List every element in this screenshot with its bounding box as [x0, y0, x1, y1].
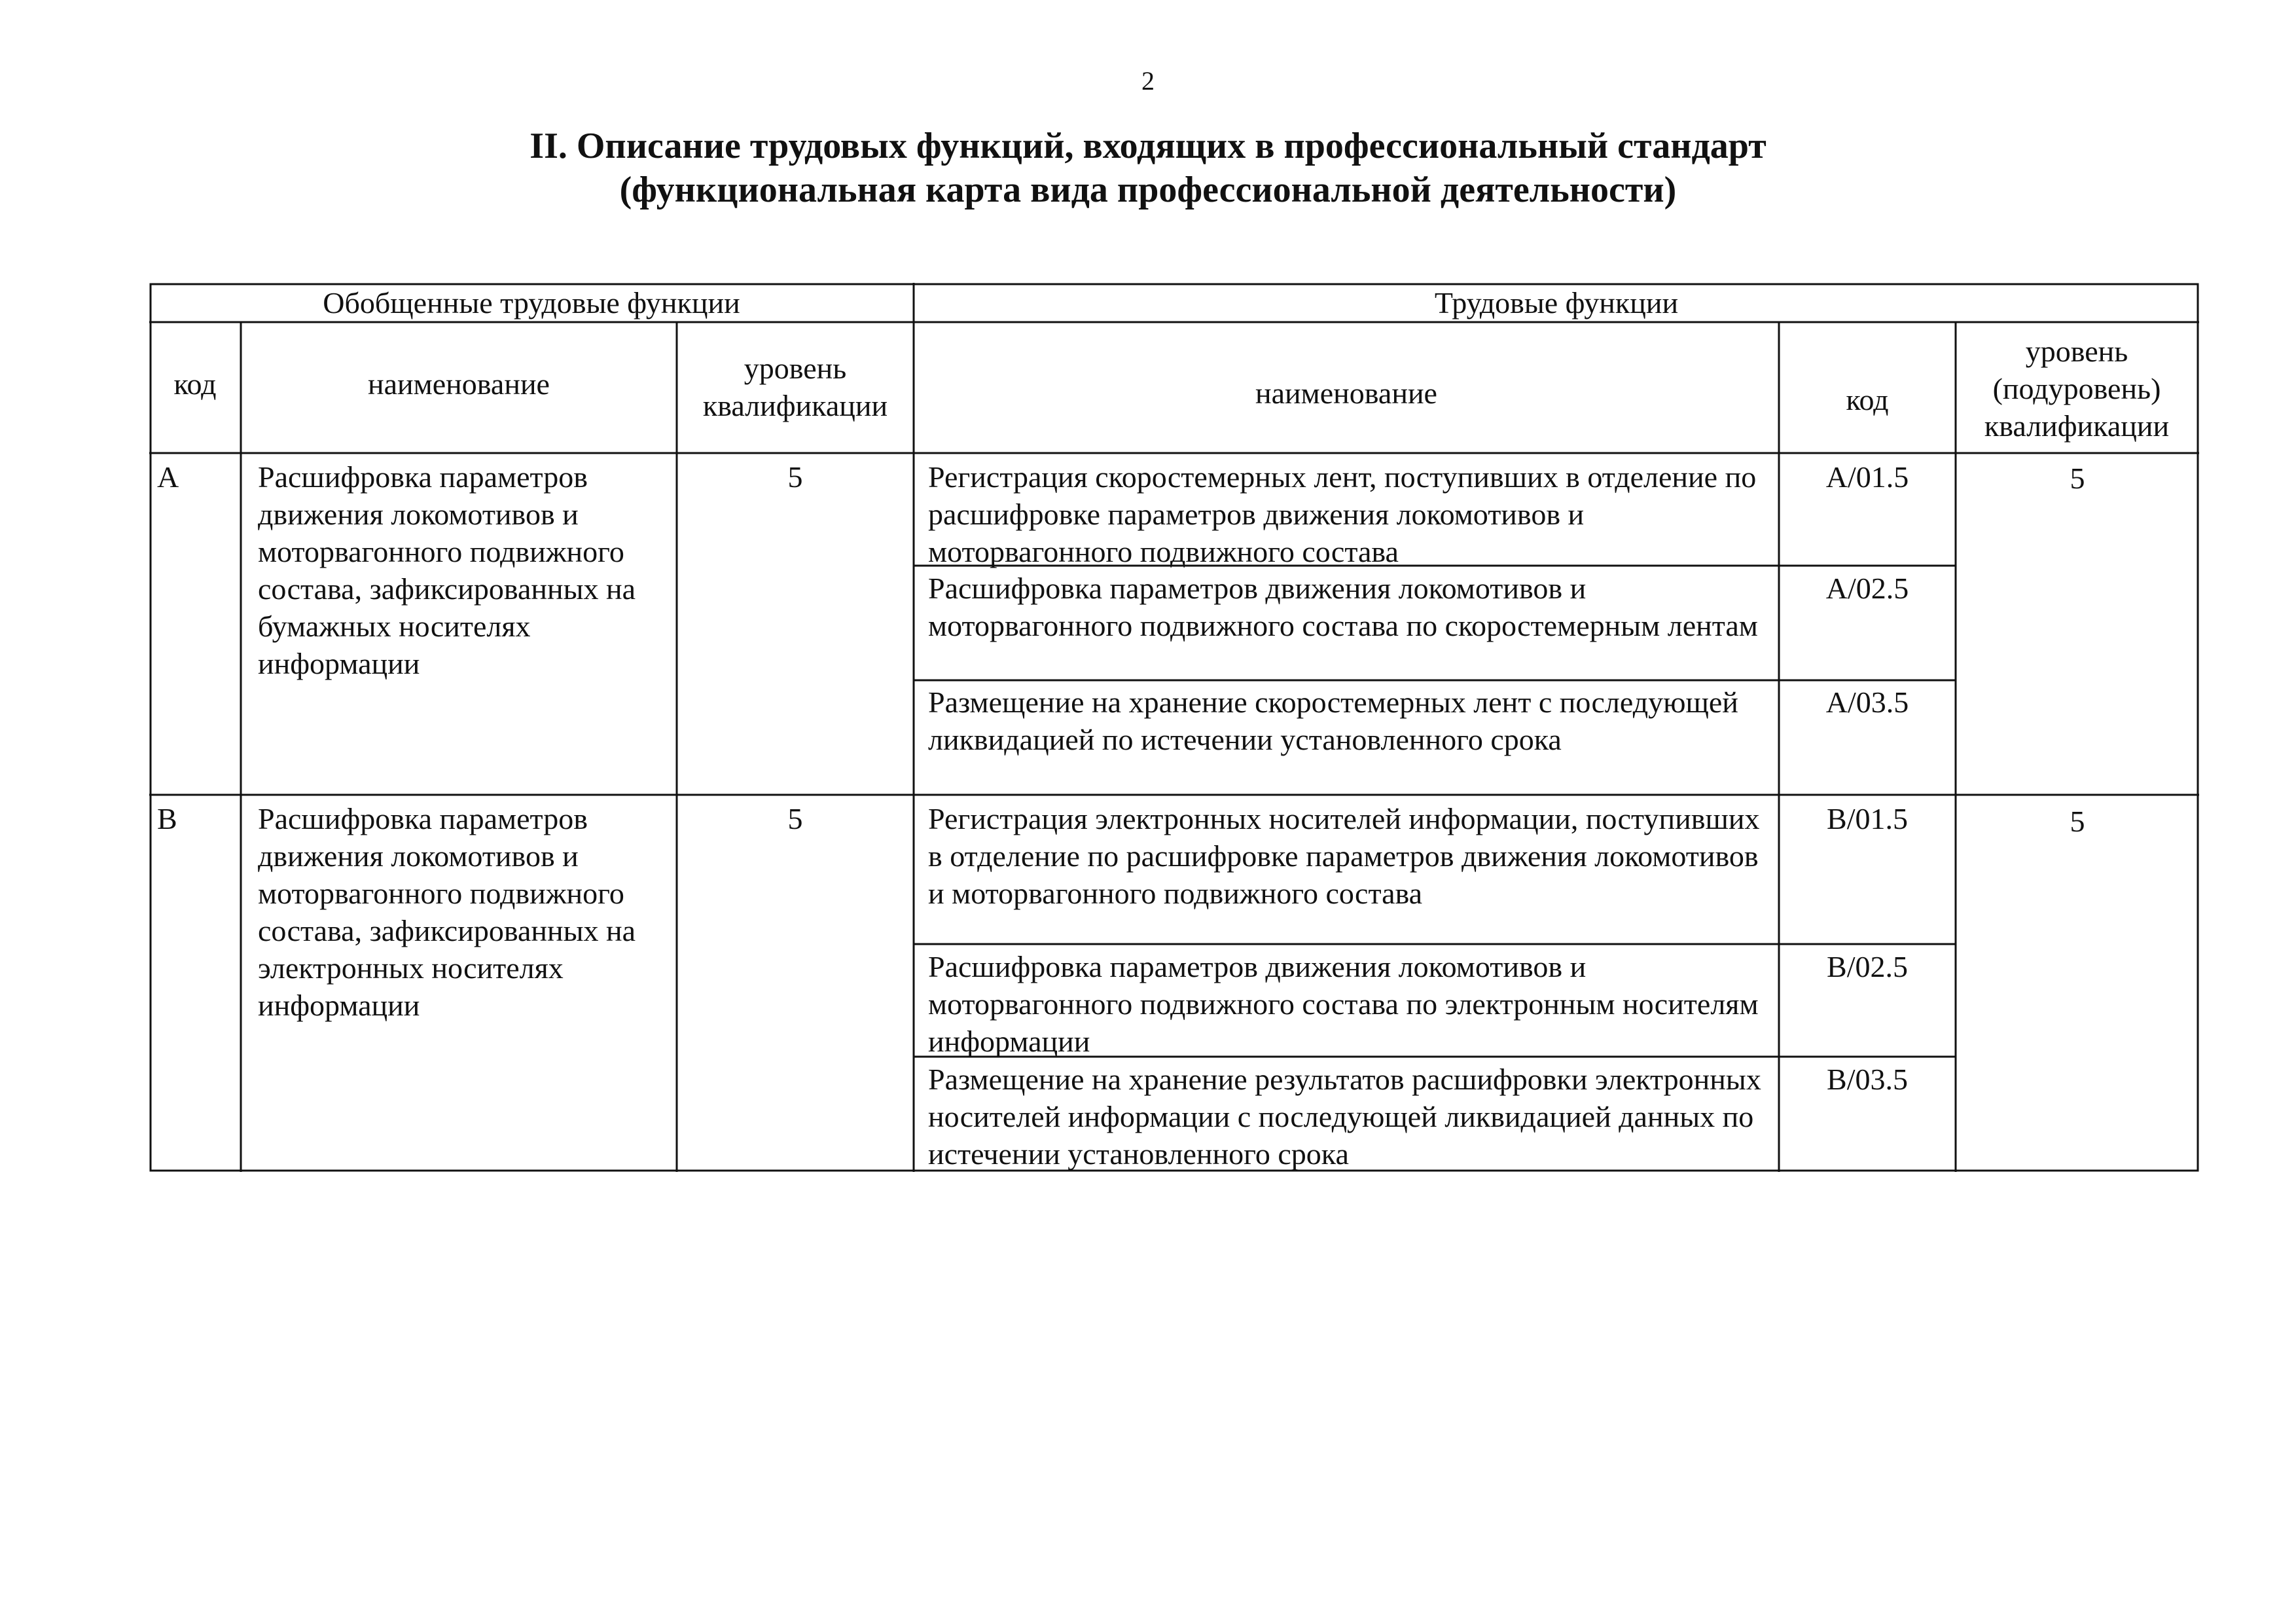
generalized-functions-header: Обобщенные трудовые функции — [323, 286, 740, 319]
gf-code-a: A — [157, 460, 179, 494]
tf-code-a3: A/03.5 — [1825, 685, 1909, 719]
tf-code-b1: B/01.5 — [1827, 802, 1908, 835]
col-header-tf-code: код — [1846, 383, 1889, 416]
tf-level-b: 5 — [2070, 805, 2085, 838]
tf-code-a2: A/02.5 — [1825, 572, 1909, 605]
labor-functions-header: Трудовые функции — [1434, 286, 1679, 319]
tf-name-b2: Расшифровка параметров движения локомотивов и моторвагонного подвижного состава по электронным носителям информации — [928, 950, 1759, 1058]
tf-name-a3: Размещение на хранение скоростемерных лент с последующей ликвидацией по истечении установленного срока — [928, 685, 1738, 756]
gf-name-b: Расшифровка параметров движения локомотивов и моторвагонного подвижного состава, зафиксированных на электронных носителях информации — [258, 802, 636, 1022]
tf-name-a1: Регистрация скоростемерных лент, поступивших в отделение по расшифровке параметров движения локомотивов и моторвагонного подвижного состава — [928, 460, 1757, 568]
gf-name-a: Расшифровка параметров движения локомотивов и моторвагонного подвижного состава, зафиксированных на бумажных носителях информации — [258, 460, 636, 680]
tf-code-b2: B/02.5 — [1827, 950, 1908, 983]
col-header-level: уровень квалификации — [702, 352, 888, 422]
col-header-tf-name: наименование — [1255, 376, 1437, 410]
tf-name-b3: Размещение на хранение результатов расшифровки электронных носителей информации с последующей ликвидацией данных по истечении установленного срока — [928, 1063, 1761, 1171]
gf-level-a: 5 — [787, 460, 803, 494]
page-title — [0, 124, 2296, 212]
tf-code-b3: B/03.5 — [1827, 1063, 1908, 1096]
tf-level-a: 5 — [2070, 462, 2085, 495]
title-line-2: (функциональная карта вида профессиональной деятельности) — [619, 170, 1677, 211]
gf-level-b: 5 — [787, 802, 803, 835]
col-header-name: наименование — [368, 367, 550, 401]
col-header-tf-level: уровень (подуровень) квалификации — [1984, 335, 2170, 443]
tf-code-a1: A/01.5 — [1825, 460, 1909, 494]
title-line-1: II. Описание трудовых функций, входящих в профессиональный стандарт — [529, 126, 1767, 166]
page-number: 2 — [1141, 66, 1155, 96]
functional-map-table — [149, 283, 2199, 1172]
col-header-code: код — [173, 367, 217, 401]
tf-name-b1: Регистрация электронных носителей информации, поступивших в отделение по расшифровке параметров движения локомотивов и моторвагонного подвижного состава — [928, 802, 1760, 910]
tf-name-a2: Расшифровка параметров движения локомотивов и моторвагонного подвижного состава по скоростемерным лентам — [928, 572, 1758, 642]
gf-code-b: B — [157, 802, 177, 835]
